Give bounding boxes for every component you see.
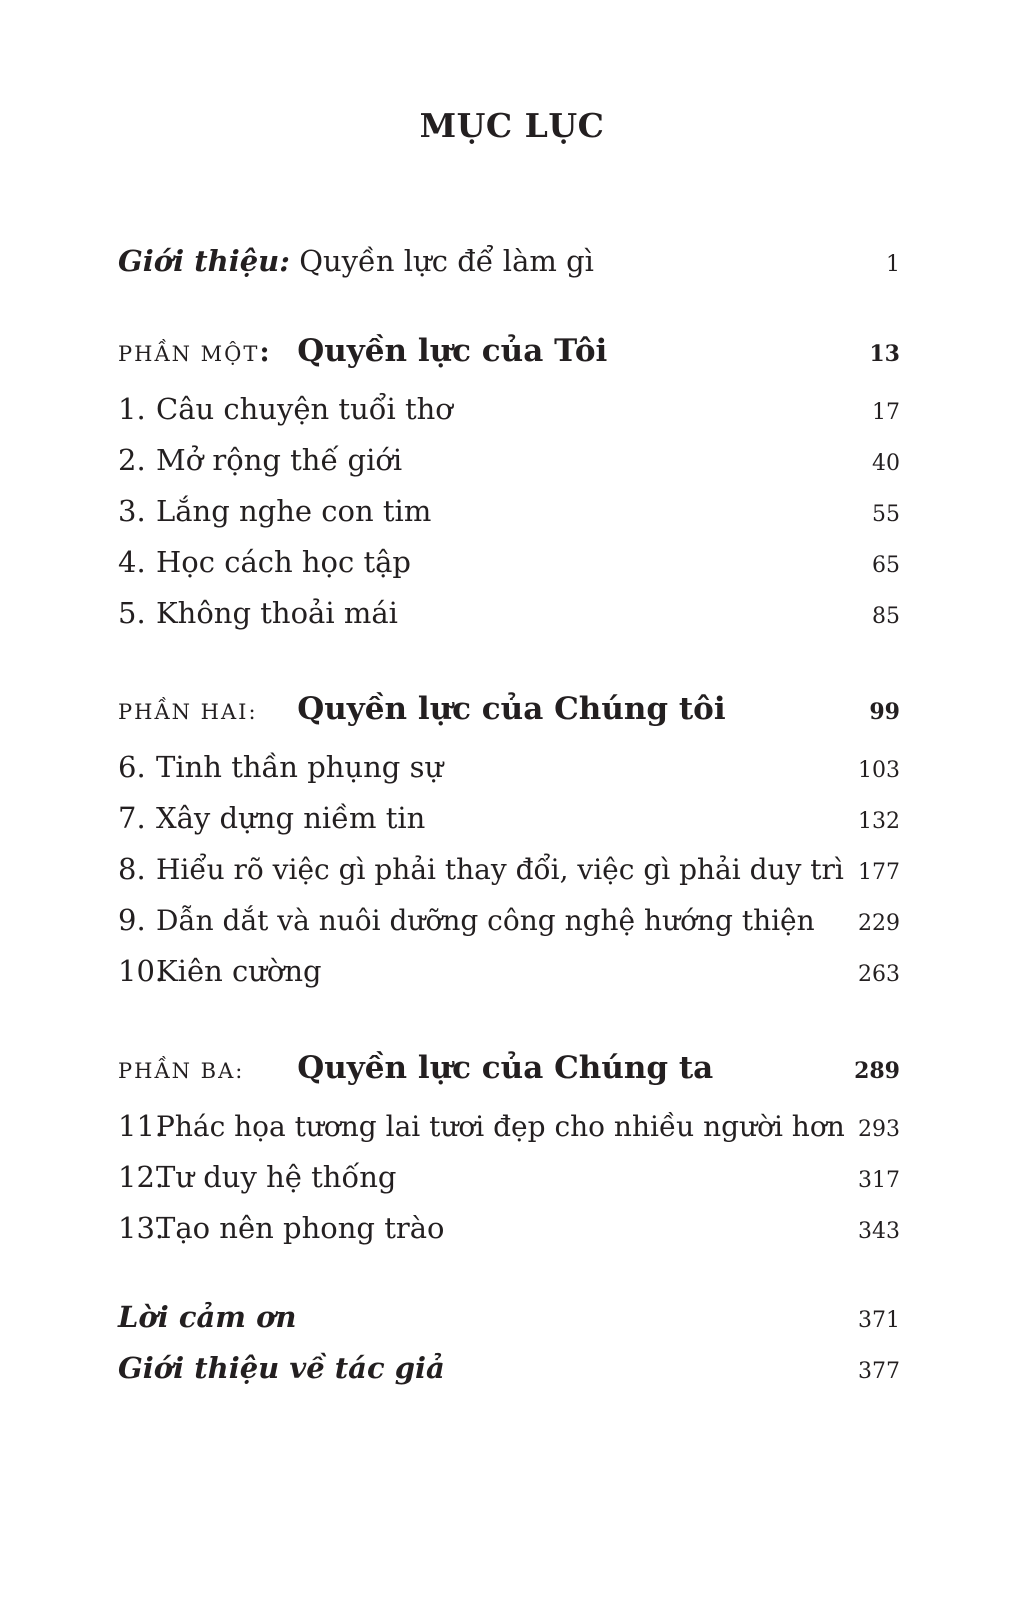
- part-heading[interactable]: [118, 1050, 900, 1094]
- chapter-title: Xây dựng niềm tin: [156, 801, 426, 835]
- part-title: Quyền lực của Chúng tôi: [297, 691, 726, 727]
- chapter-title: Không thoải mái: [156, 596, 398, 630]
- chapter-title: Dẫn dắt và nuôi dưỡng công nghệ hướng thiện: [156, 904, 815, 937]
- chapter-title: Kiên cường: [156, 954, 322, 988]
- page-number: 13: [869, 341, 900, 367]
- chapter-number: 9.: [118, 903, 146, 937]
- toc-chapter[interactable]: [118, 392, 900, 436]
- page-number: 371: [858, 1308, 900, 1333]
- chapter-number: 6.: [118, 750, 146, 784]
- toc-chapter[interactable]: [118, 494, 900, 538]
- page-number: 85: [872, 604, 900, 629]
- page-number: 55: [872, 502, 900, 527]
- page-number: 65: [872, 553, 900, 578]
- chapter-number: 11.: [118, 1109, 165, 1143]
- part-title: Quyền lực của Tôi: [297, 333, 608, 369]
- chapter-number: 12.: [118, 1160, 165, 1194]
- toc-chapter[interactable]: [118, 750, 900, 794]
- part-heading[interactable]: [118, 333, 900, 377]
- part-colon: :: [259, 335, 270, 368]
- chapter-title: Câu chuyện tuổi thơ: [156, 392, 453, 426]
- page-number: 293: [858, 1117, 900, 1142]
- page-number: 343: [858, 1219, 900, 1244]
- chapter-title: Tư duy hệ thống: [156, 1160, 397, 1194]
- chapter-title: Phác họa tương lai tươi đẹp cho nhiều người hơn: [156, 1110, 845, 1143]
- toc-chapter[interactable]: [118, 545, 900, 589]
- toc-chapter[interactable]: [118, 954, 900, 998]
- chapter-title: Lắng nghe con tim: [156, 494, 432, 528]
- page-number: 132: [858, 809, 900, 834]
- toc-chapter[interactable]: [118, 1109, 900, 1153]
- chapter-title: Tạo nên phong trào: [156, 1211, 445, 1245]
- page-number: 40: [872, 451, 900, 476]
- page-number: 289: [854, 1058, 900, 1084]
- page-number: 317: [858, 1168, 900, 1193]
- intro-title: Quyền lực để làm gì: [299, 244, 594, 278]
- chapter-number: 2.: [118, 443, 146, 477]
- chapter-title: Mở rộng thế giới: [156, 443, 403, 477]
- toc-chapter[interactable]: [118, 852, 900, 896]
- page-number: 103: [858, 758, 900, 783]
- toc-chapter[interactable]: [118, 1160, 900, 1204]
- toc-back-matter[interactable]: [118, 1351, 900, 1395]
- toc-chapter[interactable]: [118, 801, 900, 845]
- toc-chapter[interactable]: [118, 443, 900, 487]
- page-title: MỤC LỤC: [419, 106, 605, 145]
- back-matter-title: Lời cảm ơn: [118, 1300, 297, 1334]
- part-label: PHẦN MỘT: [118, 342, 260, 366]
- toc-back-matter[interactable]: [118, 1300, 900, 1344]
- page-number: 1: [886, 252, 900, 277]
- toc-intro[interactable]: [118, 244, 900, 288]
- part-label: PHẦN BA: [118, 1059, 236, 1083]
- part-title: Quyền lực của Chúng ta: [297, 1050, 714, 1086]
- chapter-number: 1.: [118, 392, 146, 426]
- chapter-number: 5.: [118, 596, 146, 630]
- page-number: 177: [858, 860, 900, 885]
- part-colon: :: [248, 700, 256, 724]
- part-heading[interactable]: [118, 691, 900, 735]
- chapter-number: 7.: [118, 801, 146, 835]
- part-label: PHẦN HAI: [118, 700, 249, 724]
- page-number: 99: [869, 699, 900, 725]
- intro-label: Giới thiệu:: [118, 244, 290, 278]
- chapter-title: Tinh thần phụng sự: [156, 750, 444, 784]
- back-matter-title: Giới thiệu về tác giả: [118, 1351, 445, 1385]
- toc-chapter[interactable]: [118, 903, 900, 947]
- chapter-number: 8.: [118, 852, 146, 886]
- page-number: 263: [858, 962, 900, 987]
- page-number: 17: [872, 400, 900, 425]
- chapter-title: Học cách học tập: [156, 545, 411, 579]
- toc-chapter[interactable]: [118, 1211, 900, 1255]
- toc-chapter[interactable]: [118, 596, 900, 640]
- chapter-number: 4.: [118, 545, 146, 579]
- chapter-number: 10.: [118, 954, 165, 988]
- page-number: 377: [858, 1359, 900, 1384]
- chapter-title: Hiểu rõ việc gì phải thay đổi, việc gì phải duy trì: [156, 853, 844, 886]
- part-colon: :: [235, 1059, 243, 1083]
- chapter-number: 13.: [118, 1211, 165, 1245]
- chapter-number: 3.: [118, 494, 146, 528]
- page-number: 229: [858, 911, 900, 936]
